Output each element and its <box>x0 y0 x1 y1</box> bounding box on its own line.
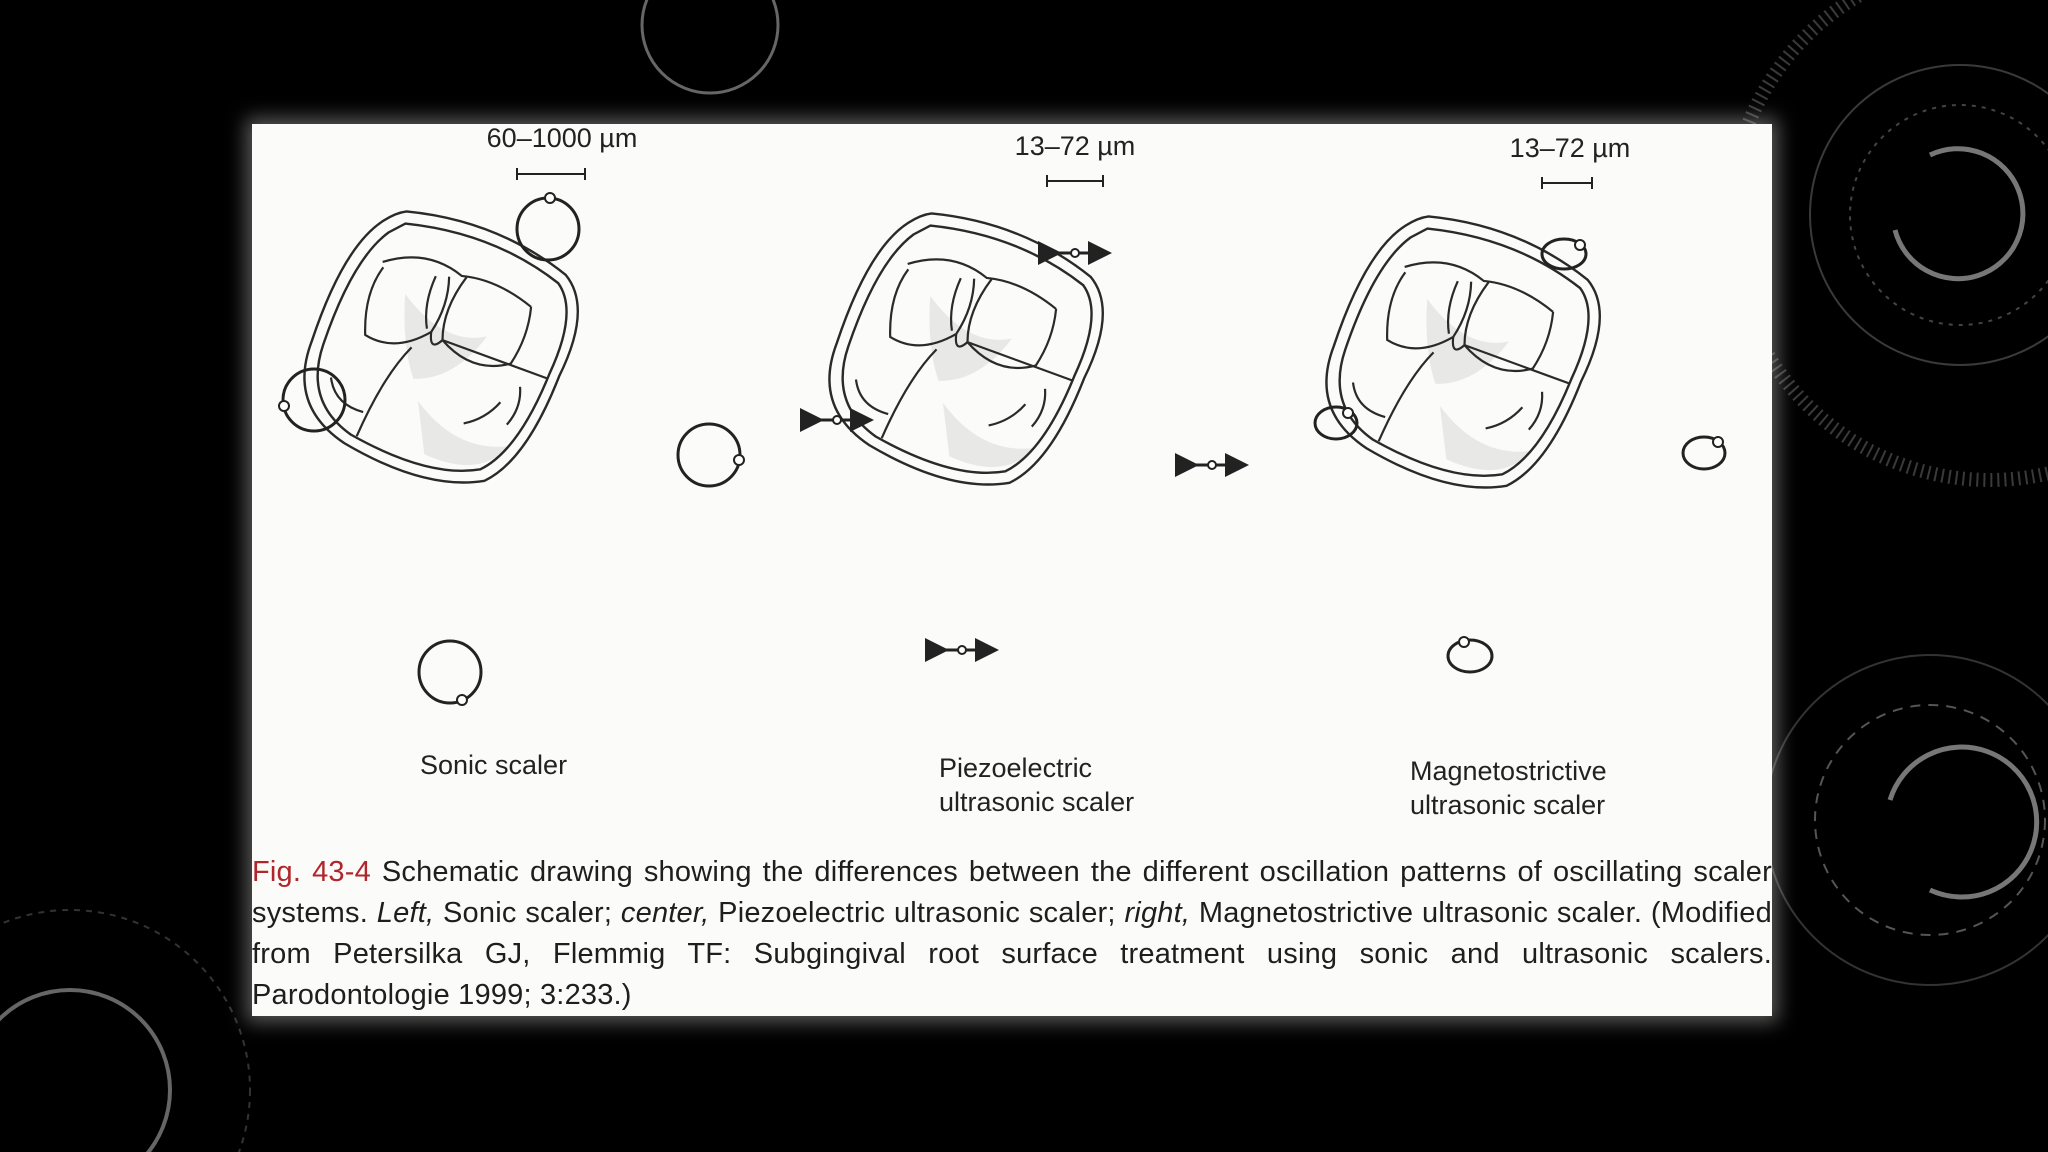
piezo-oscillation-right <box>1187 461 1237 469</box>
piezoelectric-label-line1: Piezoelectric <box>939 753 1093 783</box>
caption-text-3: Piezoelectric ultrasonic scaler; <box>709 897 1125 929</box>
sonic-oscillation-top <box>517 193 579 260</box>
piezo-oscillation-top <box>1050 249 1100 257</box>
sonic-scaler-group <box>279 124 744 780</box>
magnetostrictive-scaler-group <box>1307 133 1725 820</box>
sonic-amplitude-label: 60–1000 µm <box>486 124 638 153</box>
magneto-oscillation-left <box>1315 407 1357 439</box>
sonic-oscillation-left <box>279 369 345 431</box>
caption-center: center, <box>620 897 710 929</box>
magnetostrictive-label-line2: ultrasonic scaler <box>1410 790 1606 820</box>
magnetostrictive-amplitude-label: 13–72 µm <box>1509 133 1631 163</box>
magneto-oscillation-right <box>1683 437 1725 469</box>
caption-right: right, <box>1124 897 1191 929</box>
figure-panel <box>252 124 1772 1016</box>
piezoelectric-scaler-group <box>810 131 1237 817</box>
magneto-oscillation-bottom <box>1448 637 1492 672</box>
figure-number: Fig. 43-4 <box>252 856 371 888</box>
magnetostrictive-label-line1: Magnetostrictive <box>1410 756 1607 786</box>
piezoelectric-amplitude-label: 13–72 µm <box>1014 131 1136 161</box>
caption-text-2: Sonic scaler; <box>434 897 621 929</box>
caption-left: Left, <box>376 897 435 929</box>
piezo-oscillation-bottom <box>937 646 987 654</box>
caption-text-1: Schematic drawing showing the differences between the different oscillation patterns of oscillating scaler systems. <box>252 856 1772 929</box>
sonic-scaler-label: Sonic scaler <box>420 750 568 780</box>
sonic-oscillation-bottom <box>419 641 481 705</box>
piezoelectric-label-line2: ultrasonic scaler <box>939 787 1135 817</box>
figure-caption <box>252 852 1772 1016</box>
sonic-oscillation-right <box>678 424 744 486</box>
caption-text-4: Magnetostrictive ultrasonic scaler. (Modified from Petersilka GJ, Flemmig TF: Subgingival root surface treatment using sonic and ultrasonic scalers. Parodontologie 1999; 3:233.) <box>252 897 1772 1011</box>
